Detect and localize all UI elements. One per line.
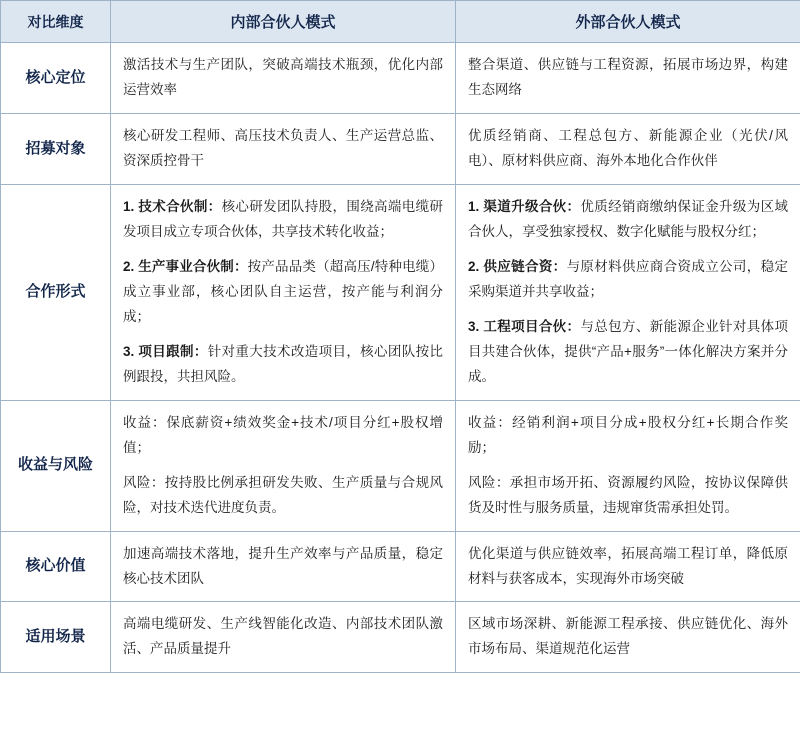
paragraph-text: 针对重大技术改造项目，核心团队按比例跟投，共担风险。	[123, 343, 443, 384]
paragraph-text: 优质经销商缴纳保证金升级为区域合伙人，享受独家授权、数字化赋能与股权分红；	[468, 198, 789, 239]
table-row	[1, 184, 800, 400]
cell-external-recruit-target	[456, 113, 800, 184]
cell-internal-recruit-target	[111, 113, 456, 184]
cell-internal-use-cases	[111, 602, 456, 673]
paragraph-text: 与原材料供应商合资成立公司，稳定采购渠道并共享收益；	[468, 258, 789, 299]
column-header-internal: 内部合伙人模式	[111, 1, 456, 43]
cell-paragraph	[123, 255, 443, 330]
paragraph-lead: 2. 生产事业合伙制：	[123, 258, 248, 274]
cell-paragraph	[123, 195, 443, 245]
cell-paragraph: 核心研发工程师、高压技术负责人、生产运营总监、资深质控骨干	[123, 127, 443, 168]
row-header-core-positioning: 核心定位	[1, 43, 111, 114]
header-row	[1, 1, 800, 43]
cell-internal-core-positioning	[111, 43, 456, 114]
paragraph-text: 与总包方、新能源企业针对具体项目共建合伙体，提供“产品+服务”一体化解决方案并分成。	[468, 318, 789, 384]
cell-internal-cooperation-form	[111, 184, 456, 400]
cell-paragraph	[468, 315, 788, 390]
cell-paragraph: 优化渠道与供应链效率，拓展高端工程订单，降低原材料与获客成本，实现海外市场突破	[468, 545, 788, 586]
paragraph-lead: 2. 供应链合资：	[468, 258, 567, 274]
cell-paragraph: 区域市场深耕、新能源工程承接、供应链优化、海外市场布局、渠道规范化运营	[468, 616, 788, 657]
cell-paragraph: 风险：按持股比例承担研发失败、生产质量与合规风险，对技术迭代进度负责。	[123, 474, 443, 515]
cell-external-core-value	[456, 531, 800, 602]
cell-paragraph	[468, 255, 788, 305]
row-header-recruit-target: 招募对象	[1, 113, 111, 184]
cell-paragraph	[468, 195, 788, 245]
column-header-external: 外部合伙人模式	[456, 1, 800, 43]
cell-external-core-positioning	[456, 43, 800, 114]
row-header-core-value: 核心价值	[1, 531, 111, 602]
column-header-dimension: 对比维度	[1, 1, 111, 43]
paragraph-text: 按产品品类（超高压/特种电缆）成立事业部，核心团队自主运营，按产能与利润分成；	[123, 258, 443, 324]
paragraph-lead: 1. 技术合伙制：	[123, 198, 222, 214]
cell-paragraph: 加速高端技术落地，提升生产效率与产品质量，稳定核心技术团队	[123, 545, 443, 586]
row-header-cooperation-form: 合作形式	[1, 184, 111, 400]
table-row	[1, 531, 800, 602]
cell-external-returns-risk	[456, 400, 800, 531]
cell-external-use-cases	[456, 602, 800, 673]
cell-paragraph: 高端电缆研发、生产线智能化改造、内部技术团队激活、产品质量提升	[123, 616, 443, 657]
cell-internal-returns-risk	[111, 400, 456, 531]
cell-paragraph	[123, 340, 443, 390]
table-header	[1, 1, 800, 43]
table-row	[1, 43, 800, 114]
row-header-returns-risk: 收益与风险	[1, 400, 111, 531]
table-row	[1, 400, 800, 531]
paragraph-lead: 3. 项目跟制：	[123, 343, 208, 359]
row-header-use-cases: 适用场景	[1, 602, 111, 673]
cell-external-cooperation-form	[456, 184, 800, 400]
cell-internal-core-value	[111, 531, 456, 602]
table-row	[1, 602, 800, 673]
paragraph-lead: 3. 工程项目合伙：	[468, 318, 581, 334]
cell-paragraph: 收益：经销利润+项目分成+股权分红+长期合作奖励；	[468, 414, 788, 455]
paragraph-text: 核心研发团队持股，围绕高端电缆研发项目成立专项合伙体，共享技术转化收益；	[123, 198, 444, 239]
cell-paragraph: 优质经销商、工程总包方、新能源企业（光伏/风电）、原材料供应商、海外本地化合作伙伴	[468, 127, 788, 168]
table-row	[1, 113, 800, 184]
paragraph-lead: 1. 渠道升级合伙：	[468, 198, 581, 214]
table-body	[1, 43, 800, 673]
cell-paragraph: 风险：承担市场开拓、资源履约风险，按协议保障供货及时性与服务质量，违规窜货需承担处罚。	[468, 474, 788, 515]
cell-paragraph: 收益：保底薪资+绩效奖金+技术/项目分红+股权增值；	[123, 414, 443, 455]
cell-paragraph: 整合渠道、供应链与工程资源，拓展市场边界，构建生态网络	[468, 57, 788, 97]
cell-paragraph: 激活技术与生产团队，突破高端技术瓶颈，优化内部运营效率	[123, 57, 443, 97]
